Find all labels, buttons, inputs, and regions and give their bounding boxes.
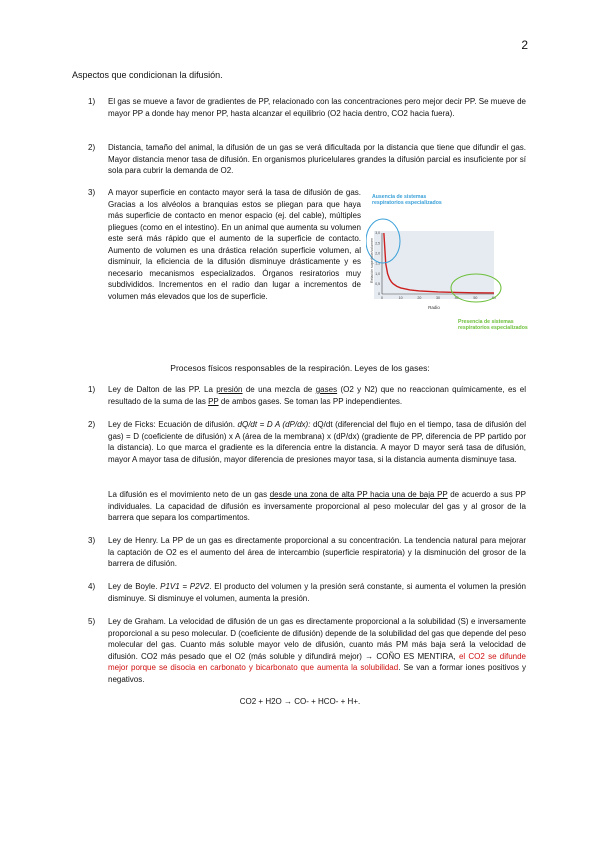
item-number: 2) (88, 420, 96, 429)
x-tick-label: 0 (381, 296, 383, 300)
y-tick-label: 2,0 (375, 251, 380, 256)
law-dalton: Ley de Dalton de las PP. La presión de una mezcla de gases (O2 y N2) que no reaccionan químicamente, es el resultado de la suma de las PP de ambos gases. Se toman las PP independientes. (108, 385, 526, 406)
x-axis-label: Radio (428, 305, 440, 310)
page-number: 2 (521, 38, 528, 52)
label-specialized-systems: Presencia de sistemas respiratorios especializados (458, 319, 528, 332)
item-number: 3) (88, 188, 96, 197)
chemical-equation: CO2 + H2O → CO- + HCO- + H+. (239, 697, 361, 706)
law-boyle: Ley de Boyle. P1V1 = P2V2. El producto del volumen y la presión será constante, si aumenta el volumen la presión disminuye. Si disminuye el volumen, aumenta la presión. (108, 582, 527, 603)
y-tick-label: 1,0 (375, 271, 380, 276)
item-number: 1) (88, 385, 96, 394)
x-tick-label: 60 (492, 296, 496, 300)
y-tick-label: 2,5 (375, 241, 380, 246)
y-tick-label: 0 (378, 292, 380, 297)
item-number: 1) (88, 97, 96, 106)
x-tick-label: 40 (454, 296, 459, 300)
x-tick-label: 10 (398, 296, 403, 300)
item-number: 5) (88, 617, 96, 626)
list-item: Distancia, tamaño del animal, la difusión de un gas se verá dificultada por la distancia que tiene que difundir el gas. Mayor distancia menor tasa de difusión. En organismos pluricelulares grandes la difusión parcial es insuficiente por sí sola para cubrir la demanda de O2. (108, 143, 526, 175)
item-number: 2) (88, 143, 96, 152)
y-tick-label: 3,0 (375, 231, 380, 236)
x-tick-label: 30 (436, 296, 440, 300)
surface-volume-figure (366, 188, 536, 344)
label-no-specialized-systems: Ausencia de sistemas respiratorios especializados (372, 194, 442, 207)
x-tick-label: 50 (473, 296, 478, 300)
y-axis-label: Relación superficie/volumen (370, 238, 374, 283)
section-title-difusion: Aspectos que condicionan la difusión. (72, 70, 223, 80)
law-graham: Ley de Graham. La velocidad de difusión de un gas es directamente proporcional a la solubilidad (S) e inversamente proporcional a su peso molecular. D (coeficiente de difusión) depende de la solubilidad del gas que depende del peso molecular del gas. Cuanto más soluble mayor velo de difusión, cuanto más PM más baja será la velocidad de difusión. CO2 más pesado que el O2 (más soluble y difundirá mejor) → COÑO ES MENTIRA, el CO2 se difunde mejor porque se disocia en carbonato y bicarbonato que aumenta la solubilidad. Se van a formar iones positivos y negativos. (108, 617, 527, 684)
x-tick-label: 20 (417, 296, 422, 300)
law-fick: Ley de Ficks: Ecuación de difusión. dQ/dt = D A (dP/dx): dQ/dt (diferencial del flujo en el tiempo, tasa de difusión del gas) = D (coeficiente de difusión) x A (área de la membrana) x (dP/dx) (gradiente de PP, diferencia de PP partido por la distancia). Lo que marca el gradiente es la diferencia entre la distancia. A mayor D mayor será tasa de difusión, mayor A mayor tasa de difusión, mayor diferencia de presiones mayor tasa, si la distancia aumenta disminuye tasa. (108, 420, 527, 464)
diffusion-definition: La difusión es el movimiento neto de un gas desde una zona de alta PP hacia una de baja PP de acuerdo a sus PP individuales. La capacidad de difusión es inversamente proporcional al peso molecular del gas y al grosor de la barrera que separa los compartimentos. (108, 490, 526, 522)
item-number: 3) (88, 536, 96, 545)
law-henry: Ley de Henry. La PP de un gas es directamente proporcional a su concentración. La tendencia natural para mejorar la captación de O2 es el aumento del área de intercambio (superficie respiratoria) y la disminución del grosor de la barrera de difusión. (108, 536, 526, 568)
y-tick-label: 1,5 (375, 261, 380, 266)
list-item: El gas se mueve a favor de gradientes de PP, relacionado con las concentraciones pero mejor decir PP. Se mueve de mayor PP a donde hay menor PP, hasta alcanzar el equilibrio (O2 hacia dentro, CO2 hacia fuera). (108, 97, 526, 118)
item-number: 4) (88, 582, 96, 591)
highlighted-correction: el CO2 se difunde mejor porque se disocia en carbonato y bicarbonato que aumenta la solubilidad (108, 651, 527, 672)
plot-background (374, 231, 494, 299)
y-tick-label: 0,5 (375, 282, 380, 287)
section-title-gas-laws: Procesos físicos responsables de la respiración. Leyes de los gases: (170, 363, 430, 373)
list-item: A mayor superficie en contacto mayor será la tasa de difusión de gas. Gracias a los alvéolos a branquias estos se pliegan para que haya más superficie de contacto en menor espacio (ej. del cable), múltiples pliegues (como en el intestino). En un animal que aumenta su volumen este será más rápido que el aumento de la superficie de contacto. Aumento de volumen es una drástica relación superficie volumen, al disminuir, la eficiencia de la difusión disminuye drásticamente y es necesario mecanismos especializados. Órganos resiratorios muy subdivididos. Incrementos en el radio dan lugar a incrementos de volumen más elevados que los de superficie. (108, 188, 361, 301)
